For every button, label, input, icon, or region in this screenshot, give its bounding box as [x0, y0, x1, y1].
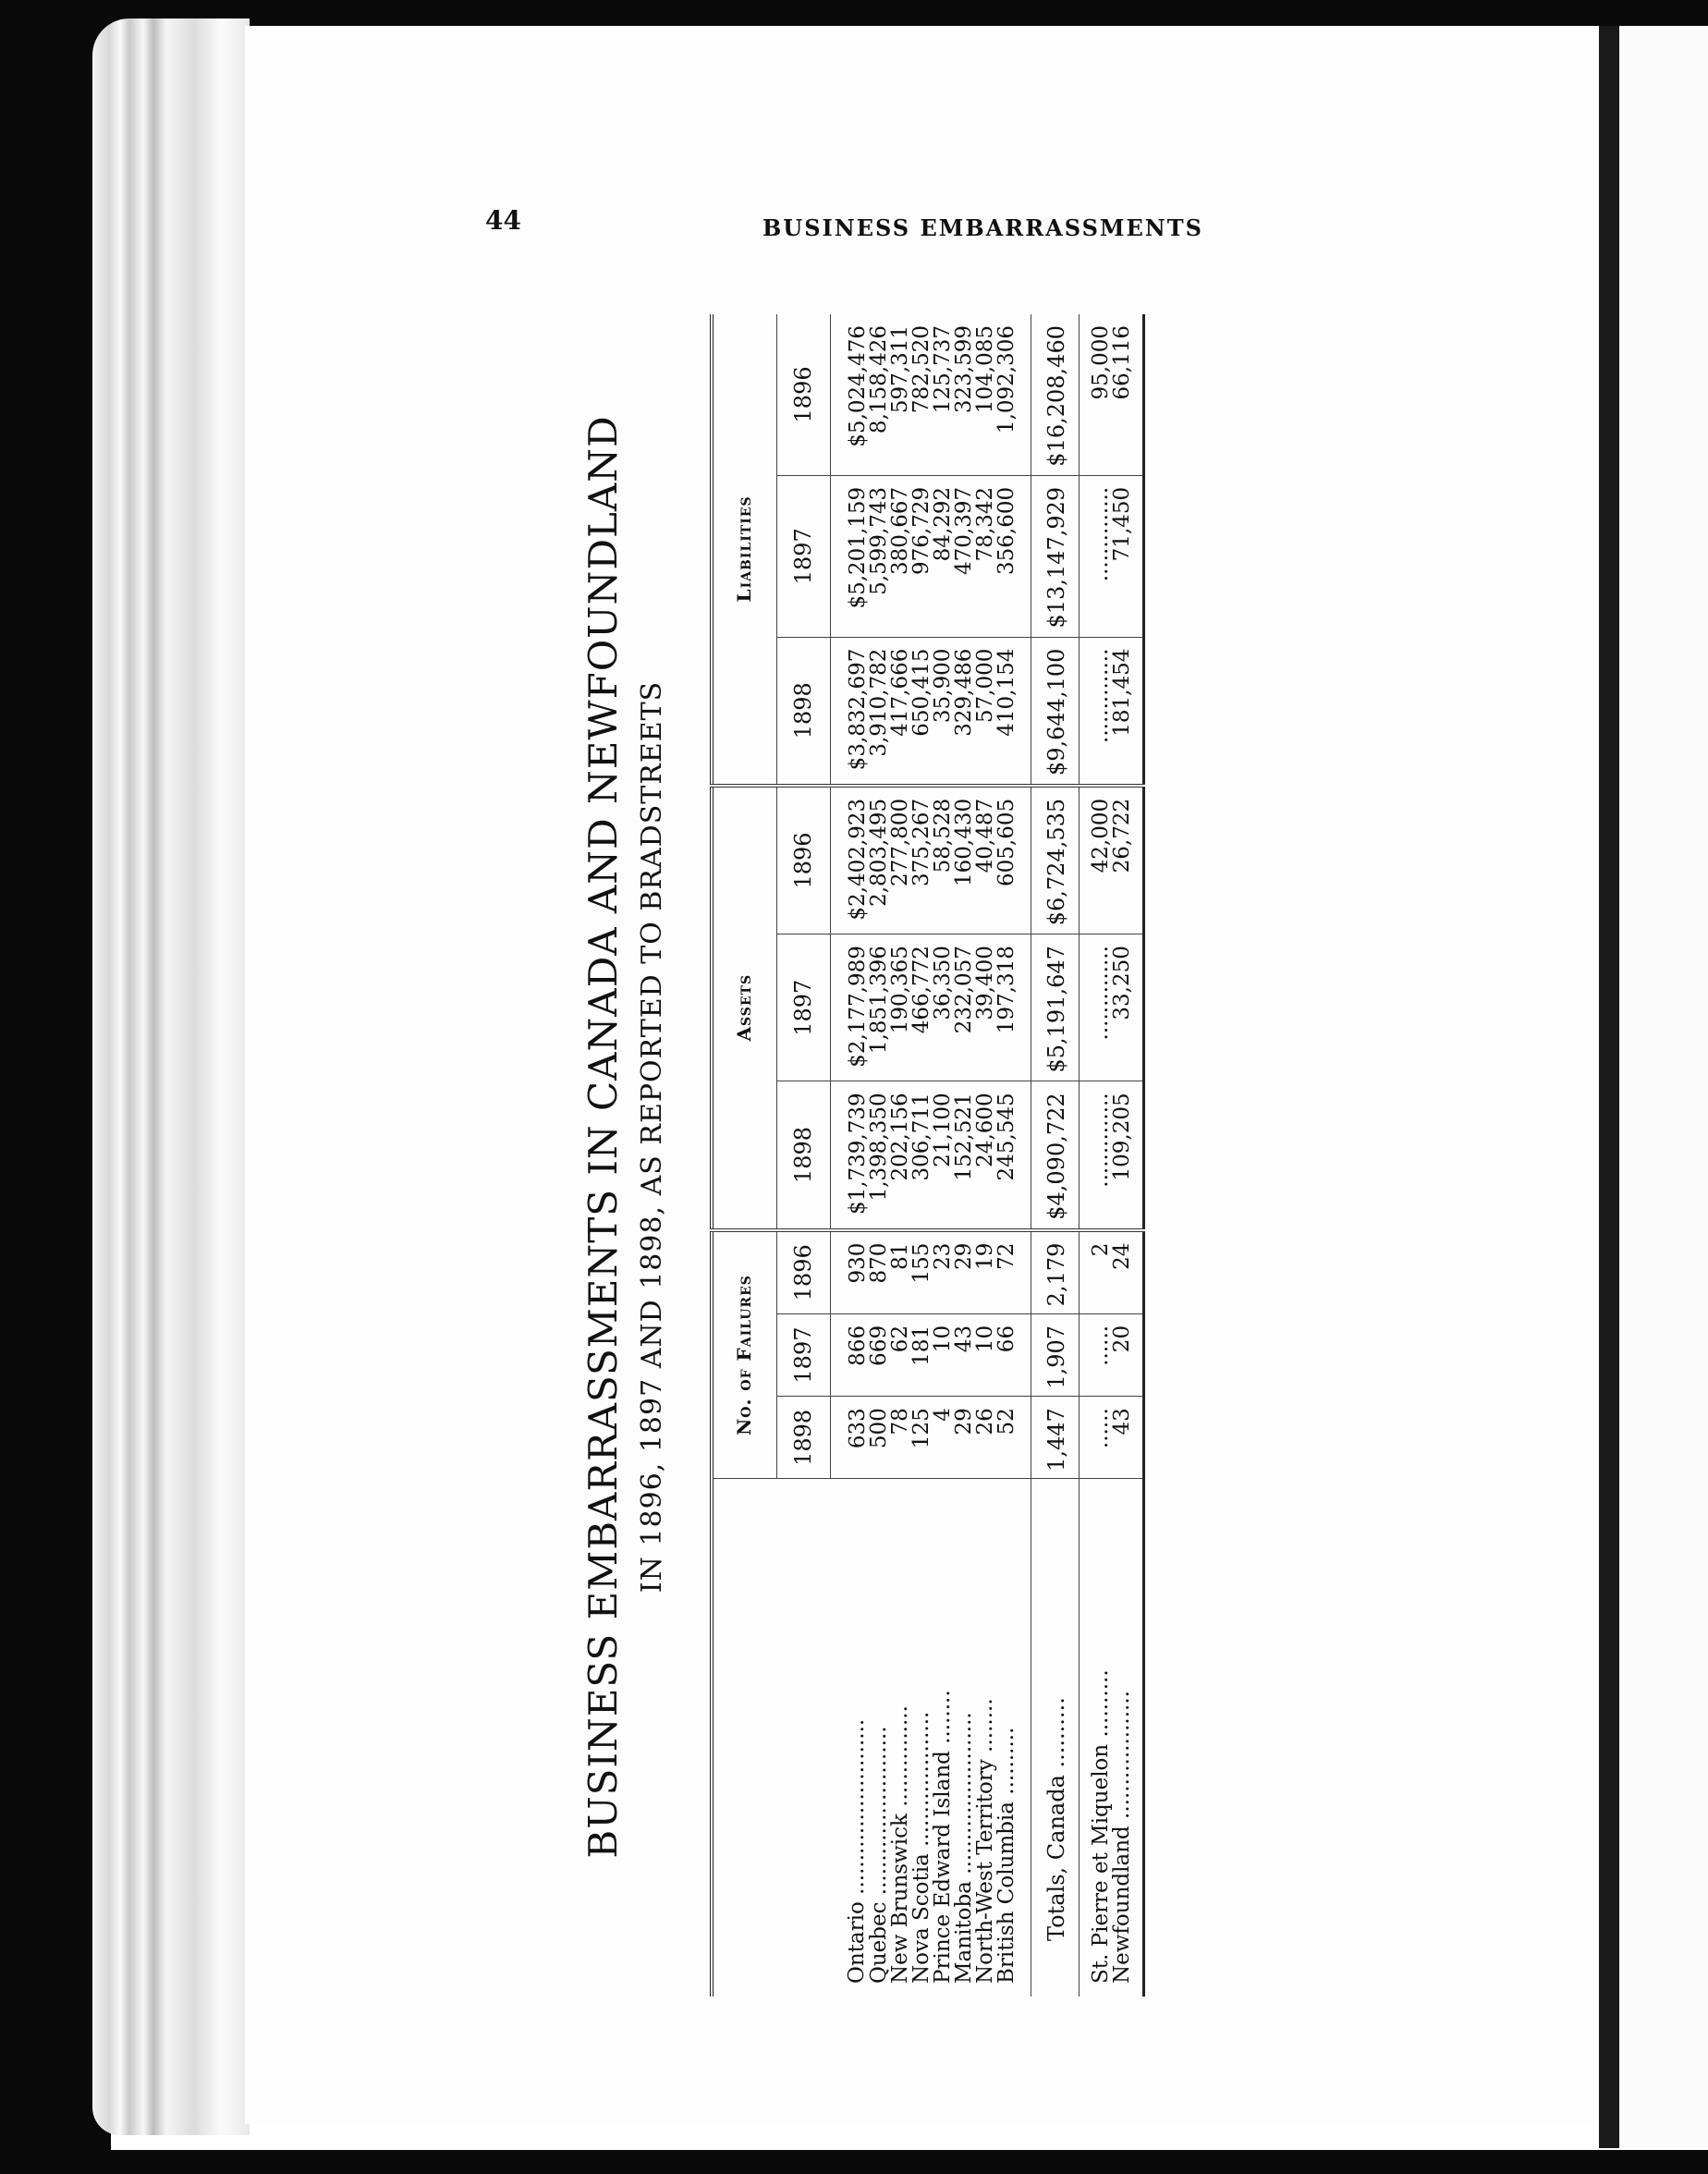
- table-row-quebec: [869, 314, 890, 1997]
- liabilities-cell: 71,450: [1112, 475, 1144, 637]
- year-header: 1896: [776, 1230, 830, 1314]
- table-row-st-pierre: [1079, 314, 1112, 1997]
- row-label: Prince Edward Island ........: [930, 1690, 955, 1984]
- row-label: Ontario ..........................: [845, 1718, 870, 1984]
- failures-cell: 23: [933, 1230, 954, 1314]
- table-row-totals: [1031, 314, 1079, 1997]
- assets-cell: 1,851,396: [869, 934, 890, 1081]
- failures-cell: 633: [830, 1397, 869, 1479]
- liabilities-cell: 976,729: [911, 475, 933, 637]
- assets-cell: 24,600: [975, 1081, 996, 1230]
- assets-cell: 21,100: [933, 1081, 954, 1230]
- assets-cell: 466,772: [911, 934, 933, 1081]
- liabilities-total: $16,208,460: [1031, 314, 1079, 475]
- table-row-manitoba: [954, 314, 975, 1997]
- embarrassments-table: [710, 314, 1145, 1997]
- assets-cell: 605,605: [996, 786, 1031, 934]
- group-header-liabilities: Liabilities: [712, 314, 776, 786]
- failures-cell: 26: [975, 1397, 996, 1479]
- failures-cell: 29: [954, 1397, 975, 1479]
- liabilities-cell: ..............: [1079, 475, 1112, 637]
- failures-cell: 870: [869, 1230, 890, 1314]
- liabilities-total: $9,644,100: [1031, 637, 1079, 786]
- table-row-north-west-territory: [975, 314, 996, 1997]
- assets-cell: 2,803,495: [869, 786, 890, 934]
- assets-cell: 232,057: [954, 934, 975, 1081]
- failures-cell: 43: [1112, 1397, 1144, 1479]
- assets-cell: 58,528: [933, 786, 954, 934]
- liabilities-cell: 356,600: [996, 475, 1031, 637]
- liabilities-cell: 84,292: [933, 475, 954, 637]
- facing-page: [1619, 26, 1708, 2148]
- failures-cell: 62: [890, 1313, 911, 1396]
- assets-cell: 36,350: [933, 934, 954, 1081]
- assets-cell: 109,205: [1112, 1081, 1144, 1230]
- liabilities-cell: 95,000: [1079, 314, 1112, 475]
- failures-cell: 866: [830, 1313, 869, 1396]
- failures-cell: 20: [1112, 1313, 1144, 1396]
- failures-cell: 4: [933, 1397, 954, 1479]
- assets-cell: $2,402,923: [830, 786, 869, 934]
- liabilities-cell: 8,158,426: [869, 314, 890, 475]
- row-label: Nova Scotia ....................: [909, 1711, 933, 1984]
- failures-cell: 10: [975, 1313, 996, 1396]
- assets-cell: 375,267: [911, 786, 933, 934]
- liabilities-cell: 597,311: [890, 314, 911, 475]
- page-number: 44: [485, 205, 521, 236]
- failures-cell: 2: [1079, 1230, 1112, 1314]
- assets-cell: $1,739,739: [830, 1081, 869, 1230]
- liabilities-cell: 181,454: [1112, 637, 1144, 786]
- book-binding: [92, 18, 250, 2135]
- liabilities-cell: 5,599,743: [869, 475, 890, 637]
- failures-cell: 10: [933, 1313, 954, 1396]
- liabilities-cell: 380,667: [890, 475, 911, 637]
- liabilities-cell: $5,201,159: [830, 475, 869, 637]
- assets-cell: 306,711: [911, 1081, 933, 1230]
- liabilities-cell: $5,024,476: [830, 314, 869, 475]
- year-header: 1897: [776, 934, 830, 1081]
- liabilities-cell: 323,599: [954, 314, 975, 475]
- liabilities-cell: $3,832,697: [830, 637, 869, 786]
- row-label: British Columbia ..........: [994, 1727, 1019, 1984]
- liabilities-cell: 57,000: [975, 637, 996, 786]
- failures-cell: 500: [869, 1397, 890, 1479]
- failures-total: 2,179: [1031, 1230, 1079, 1314]
- scan-border-top: [0, 0, 1708, 26]
- liabilities-cell: 410,154: [996, 637, 1031, 786]
- liabilities-cell: 417,666: [890, 637, 911, 786]
- scan-border-bottom: [0, 2150, 1708, 2174]
- year-header: 1898: [776, 637, 830, 786]
- table-row-prince-edward-island: [933, 314, 954, 1997]
- page-gutter: [1599, 26, 1619, 2148]
- group-header-assets: Assets: [712, 786, 776, 1230]
- liabilities-cell: ..............: [1079, 637, 1112, 786]
- assets-cell: 33,250: [1112, 934, 1144, 1081]
- failures-cell: 669: [869, 1313, 890, 1396]
- table-row-british-columbia: [996, 314, 1031, 1997]
- assets-cell: 152,521: [954, 1081, 975, 1230]
- totals-label: Totals, Canada ..........: [1031, 1479, 1079, 1997]
- table-title: BUSINESS EMBARRASSMENTS IN CANADA AND NEWFOUNDLAND: [580, 415, 626, 1859]
- failures-total: 1,447: [1031, 1397, 1079, 1479]
- assets-total: $5,191,647: [1031, 934, 1079, 1081]
- row-label: North-West Territory ........: [972, 1698, 997, 1984]
- assets-cell: 26,722: [1112, 786, 1144, 934]
- row-label: St. Pierre et Miquelon ..........: [1079, 1479, 1112, 1997]
- row-label: Quebec .........................: [866, 1726, 891, 1984]
- failures-cell: 43: [954, 1313, 975, 1396]
- year-header: 1898: [776, 1397, 830, 1479]
- rotated-table-block: [573, 324, 1134, 1997]
- failures-cell: 81: [890, 1230, 911, 1314]
- assets-total: $4,090,722: [1031, 1081, 1079, 1230]
- failures-total: 1,907: [1031, 1313, 1079, 1396]
- liabilities-cell: 782,520: [911, 314, 933, 475]
- failures-cell: 181: [911, 1313, 933, 1396]
- row-label: Manitoba ........................: [951, 1712, 976, 1984]
- failures-cell: ......: [1079, 1397, 1112, 1479]
- failures-cell: 19: [975, 1230, 996, 1314]
- assets-cell: 190,365: [890, 934, 911, 1081]
- liabilities-total: $13,147,929: [1031, 475, 1079, 637]
- table-row-nova-scotia: [911, 314, 933, 1997]
- assets-cell: ..............: [1079, 1081, 1112, 1230]
- assets-cell: 1,398,350: [869, 1081, 890, 1230]
- year-header: 1897: [776, 1313, 830, 1396]
- failures-cell: 24: [1112, 1230, 1144, 1314]
- assets-cell: 277,800: [890, 786, 911, 934]
- liabilities-cell: 35,900: [933, 637, 954, 786]
- failures-cell: 930: [830, 1230, 869, 1314]
- failures-cell: 78: [890, 1397, 911, 1479]
- assets-cell: $2,177,989: [830, 934, 869, 1081]
- failures-cell: 72: [996, 1230, 1031, 1314]
- assets-cell: 197,318: [996, 934, 1031, 1081]
- liabilities-cell: 470,397: [954, 475, 975, 637]
- table-row-newfoundland: [1112, 314, 1144, 1997]
- failures-cell: 125: [911, 1397, 933, 1479]
- failures-cell: 66: [996, 1313, 1031, 1396]
- row-label: New Brunswick ...............: [887, 1705, 912, 1984]
- year-header: 1896: [776, 314, 830, 475]
- liabilities-cell: 125,737: [933, 314, 954, 475]
- liabilities-cell: 78,342: [975, 475, 996, 637]
- group-header-failures: No. of Failures: [712, 1230, 776, 1479]
- assets-cell: ..............: [1079, 934, 1112, 1081]
- failures-cell: 52: [996, 1397, 1031, 1479]
- year-header: 1897: [776, 475, 830, 637]
- assets-cell: 245,545: [996, 1081, 1031, 1230]
- assets-total: $6,724,535: [1031, 786, 1079, 934]
- assets-cell: 40,487: [975, 786, 996, 934]
- liabilities-cell: 329,486: [954, 637, 975, 786]
- assets-cell: 202,156: [890, 1081, 911, 1230]
- table-row-new-brunswick: [890, 314, 911, 1997]
- table-row-ontario: [830, 314, 869, 1997]
- row-label: Newfoundland ...................: [1112, 1479, 1144, 1997]
- label-header: [712, 1479, 830, 1997]
- liabilities-cell: 3,910,782: [869, 637, 890, 786]
- liabilities-cell: 1,092,306: [996, 314, 1031, 475]
- failures-cell: ......: [1079, 1313, 1112, 1396]
- assets-cell: 39,400: [975, 934, 996, 1081]
- liabilities-cell: 104,085: [975, 314, 996, 475]
- running-head: BUSINESS EMBARRASSMENTS: [762, 214, 1203, 241]
- liabilities-cell: 66,116: [1112, 314, 1144, 475]
- assets-cell: 160,430: [954, 786, 975, 934]
- failures-cell: 155: [911, 1230, 933, 1314]
- table-subtitle: IN 1896, 1897 AND 1898, AS REPORTED TO BRADSTREETS: [636, 680, 668, 1594]
- failures-cell: 29: [954, 1230, 975, 1314]
- year-header: 1896: [776, 786, 830, 934]
- assets-cell: 42,000: [1079, 786, 1112, 934]
- liabilities-cell: 650,415: [911, 637, 933, 786]
- year-header: 1898: [776, 1081, 830, 1230]
